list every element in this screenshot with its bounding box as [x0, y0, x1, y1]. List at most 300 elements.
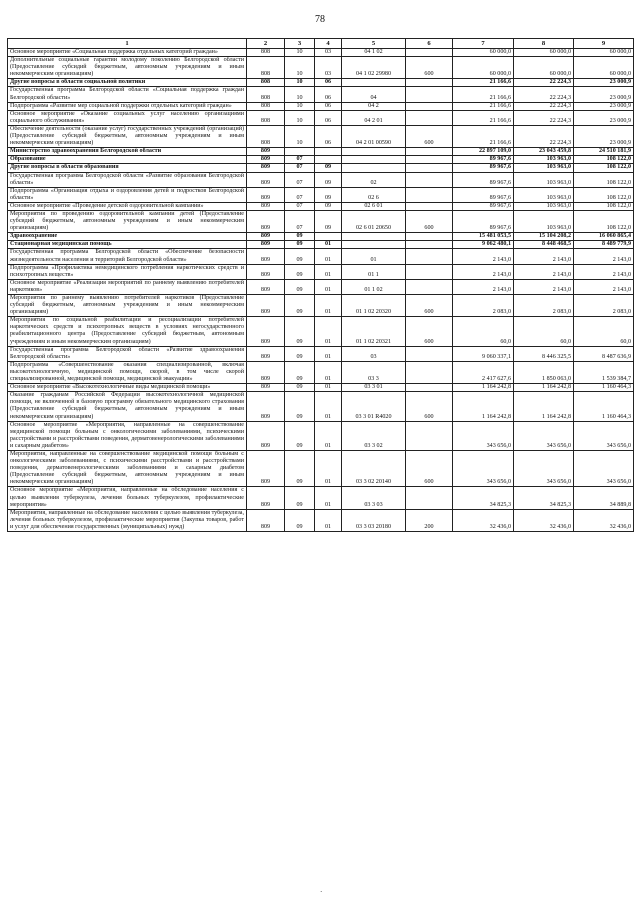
section-cell: 07 [285, 156, 315, 164]
amount-year3-cell: 108 122,0 [574, 187, 634, 202]
expense-type-cell [406, 264, 453, 279]
amount-year1-cell: 60,0 [453, 317, 514, 346]
amount-year2-cell: 103 963,0 [514, 187, 574, 202]
target-article-cell: 03 3 01 [342, 384, 406, 392]
section-cell: 09 [285, 249, 315, 264]
row-name-cell: Подпрограмма «Профилактика немедицинского потребления наркотических средств и психотропных веществ» [8, 264, 247, 279]
row-name-cell: Основное мероприятие «Мероприятия, направленные на обследование населения с целью выявления туберкулеза, лечения больных туберкулезом, профилактические мероприятия» [8, 487, 247, 509]
subsection-cell: 01 [315, 249, 342, 264]
amount-year3-cell: 23 000,9 [574, 125, 634, 147]
row-name-cell: Государственная программа Белгородской области «Развитие образования Белгородской области» [8, 172, 247, 187]
expense-type-cell: 600 [406, 210, 453, 232]
amount-year1-cell: 21 166,6 [453, 125, 514, 147]
target-article-cell: 01 1 [342, 264, 406, 279]
row-name-cell: Основное мероприятие «Реализация мероприятий по раннему выявлению потребителей наркотиков» [8, 279, 247, 294]
row-name-cell: Мероприятия по социальной реабилитации и ресоциализации потребителей наркотических средств и психотропных веществ в условиях негосударственного реабилитационного центра (Предоставление субсидий бюджетным, автономным учреждениям и иным некоммерческим организациям) [8, 317, 247, 346]
ministry-code-cell: 808 [247, 102, 285, 110]
target-article-cell: 02 6 [342, 187, 406, 202]
section-cell: 07 [285, 172, 315, 187]
amount-year2-cell: 15 104 208,2 [514, 233, 574, 241]
table-row [8, 392, 634, 421]
column-header: 7 [453, 39, 514, 49]
table-row [8, 346, 634, 361]
column-header: 8 [514, 39, 574, 49]
target-article-cell: 04 2 01 00590 [342, 125, 406, 147]
ministry-code-cell: 809 [247, 164, 285, 172]
amount-year3-cell: 34 889,8 [574, 487, 634, 509]
amount-year1-cell: 15 481 053,5 [453, 233, 514, 241]
ministry-code-cell: 808 [247, 125, 285, 147]
row-name-cell: Мероприятия по проведению оздоровительной кампании детей (Предоставление субсидий бюджетным, автономным учреждениям и иным некоммерческим организациям) [8, 210, 247, 232]
ministry-code-cell: 809 [247, 392, 285, 421]
ministry-code-cell: 809 [247, 202, 285, 210]
row-name-cell: Основное мероприятие «Проведение детской оздоровительной кампании» [8, 202, 247, 210]
ministry-code-cell: 809 [247, 317, 285, 346]
subsection-cell: 01 [315, 279, 342, 294]
amount-year2-cell: 1 164 242,8 [514, 384, 574, 392]
expense-type-cell [406, 49, 453, 57]
column-header: 6 [406, 39, 453, 49]
ministry-code-cell: 809 [247, 279, 285, 294]
section-cell: 09 [285, 392, 315, 421]
amount-year2-cell: 22 224,3 [514, 79, 574, 87]
amount-year2-cell: 2 143,0 [514, 264, 574, 279]
expense-type-cell [406, 279, 453, 294]
amount-year3-cell: 60,0 [574, 317, 634, 346]
table-row [8, 279, 634, 294]
ministry-code-cell: 809 [247, 487, 285, 509]
row-name-cell: Мероприятия, направленные на обследование населения с целью выявления туберкулеза, лечения больных туберкулезом, профилактические мероприятия (Закупка товаров, работ и услуг для обеспечения государственных (муниципальных) нужд) [8, 509, 247, 531]
amount-year3-cell: 2 143,0 [574, 264, 634, 279]
column-header: 1 [8, 39, 247, 49]
amount-year3-cell: 23 000,9 [574, 87, 634, 102]
subsection-cell: 09 [315, 187, 342, 202]
amount-year3-cell: 108 122,0 [574, 202, 634, 210]
row-name-cell: Образование [8, 156, 247, 164]
target-article-cell [342, 156, 406, 164]
amount-year3-cell: 23 000,9 [574, 102, 634, 110]
amount-year2-cell: 103 963,0 [514, 202, 574, 210]
target-article-cell: 04 1 02 29980 [342, 57, 406, 79]
section-cell: 10 [285, 102, 315, 110]
expense-type-cell [406, 487, 453, 509]
ministry-code-cell: 809 [247, 210, 285, 232]
table-row [8, 421, 634, 450]
table-row [8, 509, 634, 531]
amount-year3-cell: 32 436,0 [574, 509, 634, 531]
ministry-code-cell: 809 [247, 233, 285, 241]
table-row [8, 233, 634, 241]
ministry-code-cell: 808 [247, 87, 285, 102]
section-cell: 10 [285, 57, 315, 79]
row-name-cell: Основное мероприятие «Социальная поддержка отдельных категорий граждан» [8, 49, 247, 57]
amount-year3-cell: 1 160 464,3 [574, 392, 634, 421]
amount-year2-cell: 2 083,0 [514, 295, 574, 317]
column-header: 9 [574, 39, 634, 49]
amount-year1-cell: 89 967,6 [453, 172, 514, 187]
expense-type-cell [406, 241, 453, 249]
expense-type-cell [406, 202, 453, 210]
row-name-cell: Государственная программа Белгородской области «Развитие здравоохранения Белгородской области» [8, 346, 247, 361]
expense-type-cell: 600 [406, 57, 453, 79]
subsection-cell [315, 233, 342, 241]
amount-year3-cell: 108 122,0 [574, 164, 634, 172]
target-article-cell: 01 [342, 249, 406, 264]
table-row [8, 49, 634, 57]
section-cell: 09 [285, 241, 315, 249]
ministry-code-cell: 809 [247, 295, 285, 317]
row-name-cell: Основное мероприятие «Оказание социальных услуг населению организациями социального обслуживания» [8, 110, 247, 125]
target-article-cell: 03 3 03 20180 [342, 509, 406, 531]
amount-year1-cell: 89 967,6 [453, 210, 514, 232]
amount-year3-cell: 16 060 865,4 [574, 233, 634, 241]
row-name-cell: Другие вопросы в области образования [8, 164, 247, 172]
amount-year3-cell: 24 510 181,9 [574, 148, 634, 156]
table-row [8, 79, 634, 87]
amount-year2-cell: 60 000,0 [514, 49, 574, 57]
target-article-cell [342, 233, 406, 241]
expense-type-cell: 600 [406, 317, 453, 346]
expense-type-cell [406, 187, 453, 202]
table-row [8, 164, 634, 172]
row-name-cell: Подпрограмма «Совершенствование оказания специализированной, включая высокотехнологичную, медицинской помощи, скорой, в том числе скорой специализированной, медицинской помощи, медицинской эвакуации» [8, 361, 247, 383]
amount-year3-cell: 60 000,0 [574, 49, 634, 57]
expense-type-cell: 600 [406, 450, 453, 486]
target-article-cell: 03 [342, 346, 406, 361]
subsection-cell: 01 [315, 487, 342, 509]
amount-year1-cell: 1 164 242,8 [453, 392, 514, 421]
target-article-cell [342, 164, 406, 172]
amount-year2-cell: 103 963,0 [514, 156, 574, 164]
ministry-code-cell: 808 [247, 110, 285, 125]
table-row [8, 156, 634, 164]
section-cell: 09 [285, 279, 315, 294]
footer-mark: · [320, 888, 323, 896]
table-row [8, 249, 634, 264]
section-cell: 09 [285, 264, 315, 279]
expense-type-cell [406, 249, 453, 264]
section-cell [285, 148, 315, 156]
amount-year3-cell: 2 083,0 [574, 295, 634, 317]
subsection-cell: 01 [315, 241, 342, 249]
budget-table [7, 38, 634, 532]
expense-type-cell [406, 384, 453, 392]
subsection-cell: 01 [315, 421, 342, 450]
table-row [8, 102, 634, 110]
row-name-cell: Подпрограмма «Развитие мер социальной поддержки отдельных категорий граждан» [8, 102, 247, 110]
table-row [8, 125, 634, 147]
section-cell: 09 [285, 361, 315, 383]
target-article-cell: 01 1 02 [342, 279, 406, 294]
amount-year1-cell: 343 656,0 [453, 421, 514, 450]
amount-year1-cell: 343 656,0 [453, 450, 514, 486]
amount-year3-cell: 23 000,9 [574, 110, 634, 125]
subsection-cell [315, 148, 342, 156]
amount-year1-cell: 21 166,6 [453, 102, 514, 110]
amount-year2-cell: 1 164 242,8 [514, 392, 574, 421]
table-row [8, 295, 634, 317]
amount-year1-cell: 89 967,6 [453, 164, 514, 172]
amount-year2-cell: 60 000,0 [514, 57, 574, 79]
expense-type-cell [406, 102, 453, 110]
amount-year2-cell: 1 850 063,0 [514, 361, 574, 383]
target-article-cell [342, 148, 406, 156]
subsection-cell: 01 [315, 509, 342, 531]
table-row [8, 384, 634, 392]
amount-year3-cell: 343 656,0 [574, 450, 634, 486]
subsection-cell: 06 [315, 87, 342, 102]
section-cell: 07 [285, 187, 315, 202]
table-row [8, 361, 634, 383]
section-cell: 10 [285, 125, 315, 147]
table-row [8, 487, 634, 509]
row-name-cell: Дополнительные социальные гарантии молодому поколению Белгородской области (Предоставление субсидий бюджетным, автономным учреждениям и иным некоммерческим организациям) [8, 57, 247, 79]
target-article-cell: 03 3 02 20140 [342, 450, 406, 486]
subsection-cell: 06 [315, 110, 342, 125]
amount-year2-cell: 60,0 [514, 317, 574, 346]
target-article-cell: 02 6 01 [342, 202, 406, 210]
row-name-cell: Государственная программа Белгородской области «Социальная поддержка граждан Белгородской области» [8, 87, 247, 102]
expense-type-cell [406, 164, 453, 172]
table-row [8, 264, 634, 279]
amount-year3-cell: 1 160 464,3 [574, 384, 634, 392]
table-row [8, 241, 634, 249]
table-row [8, 202, 634, 210]
table-row [8, 57, 634, 79]
subsection-cell: 06 [315, 102, 342, 110]
expense-type-cell [406, 110, 453, 125]
table-row [8, 187, 634, 202]
amount-year3-cell: 60 000,0 [574, 57, 634, 79]
expense-type-cell [406, 346, 453, 361]
target-article-cell: 04 [342, 87, 406, 102]
amount-year3-cell: 108 122,0 [574, 210, 634, 232]
table-row [8, 317, 634, 346]
table-row [8, 450, 634, 486]
expense-type-cell [406, 233, 453, 241]
amount-year3-cell: 23 000,9 [574, 79, 634, 87]
target-article-cell: 04 2 01 [342, 110, 406, 125]
subsection-cell: 09 [315, 164, 342, 172]
amount-year2-cell: 22 224,3 [514, 110, 574, 125]
expense-type-cell: 600 [406, 392, 453, 421]
row-name-cell: Государственная программа Белгородской области «Обеспечение безопасности жизнедеятельности населения и территорий Белгородской области» [8, 249, 247, 264]
row-name-cell: Подпрограмма «Организация отдыха и оздоровления детей и подростков Белгородской области» [8, 187, 247, 202]
ministry-code-cell: 808 [247, 49, 285, 57]
target-article-cell: 03 3 01 R4020 [342, 392, 406, 421]
row-name-cell: Стационарная медицинская помощь [8, 241, 247, 249]
amount-year2-cell: 23 043 459,8 [514, 148, 574, 156]
ministry-code-cell: 808 [247, 57, 285, 79]
table-row [8, 87, 634, 102]
target-article-cell: 04 2 [342, 102, 406, 110]
subsection-cell: 01 [315, 346, 342, 361]
amount-year1-cell: 1 164 242,8 [453, 384, 514, 392]
ministry-code-cell: 809 [247, 384, 285, 392]
section-cell: 09 [285, 509, 315, 531]
expense-type-cell [406, 87, 453, 102]
row-name-cell: Мероприятия по раннему выявлению потребителей наркотиков (Предоставление субсидий бюджетным, автономным учреждениям и иным некоммерческим организациям) [8, 295, 247, 317]
amount-year1-cell: 22 897 109,0 [453, 148, 514, 156]
amount-year2-cell: 343 656,0 [514, 421, 574, 450]
amount-year1-cell: 2 143,0 [453, 249, 514, 264]
ministry-code-cell: 809 [247, 249, 285, 264]
amount-year2-cell: 2 143,0 [514, 279, 574, 294]
section-cell: 10 [285, 49, 315, 57]
amount-year3-cell: 8 487 636,9 [574, 346, 634, 361]
amount-year2-cell: 103 963,0 [514, 172, 574, 187]
target-article-cell: 04 1 02 [342, 49, 406, 57]
expense-type-cell: 600 [406, 295, 453, 317]
ministry-code-cell: 808 [247, 79, 285, 87]
amount-year1-cell: 9 062 480,1 [453, 241, 514, 249]
section-cell: 10 [285, 87, 315, 102]
target-article-cell: 01 1 02 20321 [342, 317, 406, 346]
amount-year1-cell: 32 436,0 [453, 509, 514, 531]
section-cell: 09 [285, 317, 315, 346]
amount-year1-cell: 21 166,6 [453, 79, 514, 87]
table-row [8, 148, 634, 156]
amount-year1-cell: 2 143,0 [453, 279, 514, 294]
amount-year3-cell: 108 122,0 [574, 156, 634, 164]
subsection-cell: 01 [315, 264, 342, 279]
section-cell: 09 [285, 233, 315, 241]
target-article-cell: 03 3 02 [342, 421, 406, 450]
subsection-cell: 01 [315, 361, 342, 383]
section-cell: 09 [285, 487, 315, 509]
subsection-cell: 01 [315, 392, 342, 421]
amount-year2-cell: 8 446 325,5 [514, 346, 574, 361]
amount-year2-cell: 103 963,0 [514, 164, 574, 172]
column-header: 4 [315, 39, 342, 49]
row-name-cell: Мероприятия, направленные на совершенствование медицинской помощи больным с онкологическими заболеваниями, с психическими расстройствами и расстройствами поведения, дерматовенерологическими заболеваниями и сахарным диабетом (Предоставление субсидий бюджетным, автономным учреждениям и иным некоммерческим организациям) [8, 450, 247, 486]
section-cell: 09 [285, 384, 315, 392]
amount-year2-cell: 22 224,3 [514, 125, 574, 147]
expense-type-cell [406, 421, 453, 450]
table-header-row [8, 39, 634, 49]
amount-year3-cell: 2 143,0 [574, 279, 634, 294]
amount-year1-cell: 21 166,6 [453, 87, 514, 102]
section-cell: 09 [285, 295, 315, 317]
column-header: 5 [342, 39, 406, 49]
subsection-cell [315, 156, 342, 164]
subsection-cell: 06 [315, 125, 342, 147]
ministry-code-cell: 809 [247, 264, 285, 279]
expense-type-cell [406, 172, 453, 187]
amount-year1-cell: 2 417 627,6 [453, 361, 514, 383]
amount-year1-cell: 89 967,6 [453, 156, 514, 164]
amount-year1-cell: 2 143,0 [453, 264, 514, 279]
section-cell: 09 [285, 346, 315, 361]
amount-year2-cell: 34 825,3 [514, 487, 574, 509]
column-header: 3 [285, 39, 315, 49]
amount-year2-cell: 22 224,3 [514, 102, 574, 110]
amount-year1-cell: 21 166,6 [453, 110, 514, 125]
row-name-cell: Обеспечение деятельности (оказание услуг) государственных учреждений (организаций) (Предоставление субсидий бюджетным, автономным учреждениям и иным некоммерческим организациям) [8, 125, 247, 147]
section-cell: 09 [285, 421, 315, 450]
table-row [8, 210, 634, 232]
amount-year1-cell: 89 967,6 [453, 202, 514, 210]
subsection-cell: 06 [315, 79, 342, 87]
table-body [8, 49, 634, 532]
amount-year1-cell: 2 083,0 [453, 295, 514, 317]
amount-year3-cell: 2 143,0 [574, 249, 634, 264]
amount-year3-cell: 8 489 779,9 [574, 241, 634, 249]
amount-year1-cell: 60 000,0 [453, 49, 514, 57]
expense-type-cell [406, 79, 453, 87]
ministry-code-cell: 809 [247, 450, 285, 486]
ministry-code-cell: 809 [247, 156, 285, 164]
amount-year2-cell: 2 143,0 [514, 249, 574, 264]
column-header: 2 [247, 39, 285, 49]
subsection-cell: 09 [315, 172, 342, 187]
row-name-cell: Министерство здравоохранения Белгородской области [8, 148, 247, 156]
section-cell: 09 [285, 450, 315, 486]
amount-year2-cell: 22 224,3 [514, 87, 574, 102]
target-article-cell: 03 3 [342, 361, 406, 383]
subsection-cell: 09 [315, 202, 342, 210]
ministry-code-cell: 809 [247, 172, 285, 187]
expense-type-cell [406, 148, 453, 156]
amount-year3-cell: 1 539 384,7 [574, 361, 634, 383]
expense-type-cell: 600 [406, 125, 453, 147]
subsection-cell: 03 [315, 57, 342, 79]
subsection-cell: 03 [315, 49, 342, 57]
amount-year1-cell: 89 967,6 [453, 187, 514, 202]
row-name-cell: Оказание гражданам Российской Федерации высокотехнологичной медицинской помощи, не включенной в базовую программу обязательного медицинского страхования (Предоставление субсидий бюджетным, автономным учреждениям и иным некоммерческим организациям) [8, 392, 247, 421]
amount-year1-cell: 60 000,0 [453, 57, 514, 79]
amount-year3-cell: 343 656,0 [574, 421, 634, 450]
expense-type-cell [406, 361, 453, 383]
row-name-cell: Основное мероприятие «Высокотехнологичные виды медицинской помощи» [8, 384, 247, 392]
section-cell: 07 [285, 164, 315, 172]
amount-year2-cell: 32 436,0 [514, 509, 574, 531]
ministry-code-cell: 809 [247, 346, 285, 361]
subsection-cell: 01 [315, 295, 342, 317]
target-article-cell: 01 1 02 20320 [342, 295, 406, 317]
expense-type-cell: 200 [406, 509, 453, 531]
amount-year2-cell: 343 656,0 [514, 450, 574, 486]
subsection-cell: 01 [315, 450, 342, 486]
target-article-cell: 02 6 01 20650 [342, 210, 406, 232]
ministry-code-cell: 809 [247, 361, 285, 383]
amount-year1-cell: 34 825,3 [453, 487, 514, 509]
target-article-cell [342, 241, 406, 249]
section-cell: 07 [285, 210, 315, 232]
ministry-code-cell: 809 [247, 187, 285, 202]
section-cell: 10 [285, 79, 315, 87]
section-cell: 10 [285, 110, 315, 125]
target-article-cell [342, 79, 406, 87]
row-name-cell: Другие вопросы в области социальной политики [8, 79, 247, 87]
ministry-code-cell: 809 [247, 509, 285, 531]
target-article-cell: 02 [342, 172, 406, 187]
ministry-code-cell: 809 [247, 421, 285, 450]
amount-year2-cell: 8 448 468,5 [514, 241, 574, 249]
amount-year2-cell: 103 963,0 [514, 210, 574, 232]
page-number: 78 [315, 14, 325, 25]
subsection-cell: 01 [315, 317, 342, 346]
subsection-cell: 09 [315, 210, 342, 232]
row-name-cell: Основное мероприятие «Мероприятия, направленные на совершенствование медицинской помощи больным с онкологическими заболеваниями, психическими расстройствами и расстройствами поведения, дерматовенерологическими заболеваниями и сахарным диабетом» [8, 421, 247, 450]
subsection-cell: 01 [315, 384, 342, 392]
section-cell: 07 [285, 202, 315, 210]
amount-year1-cell: 9 060 337,1 [453, 346, 514, 361]
ministry-code-cell: 809 [247, 241, 285, 249]
ministry-code-cell: 809 [247, 148, 285, 156]
table-row [8, 110, 634, 125]
row-name-cell: Здравоохранение [8, 233, 247, 241]
